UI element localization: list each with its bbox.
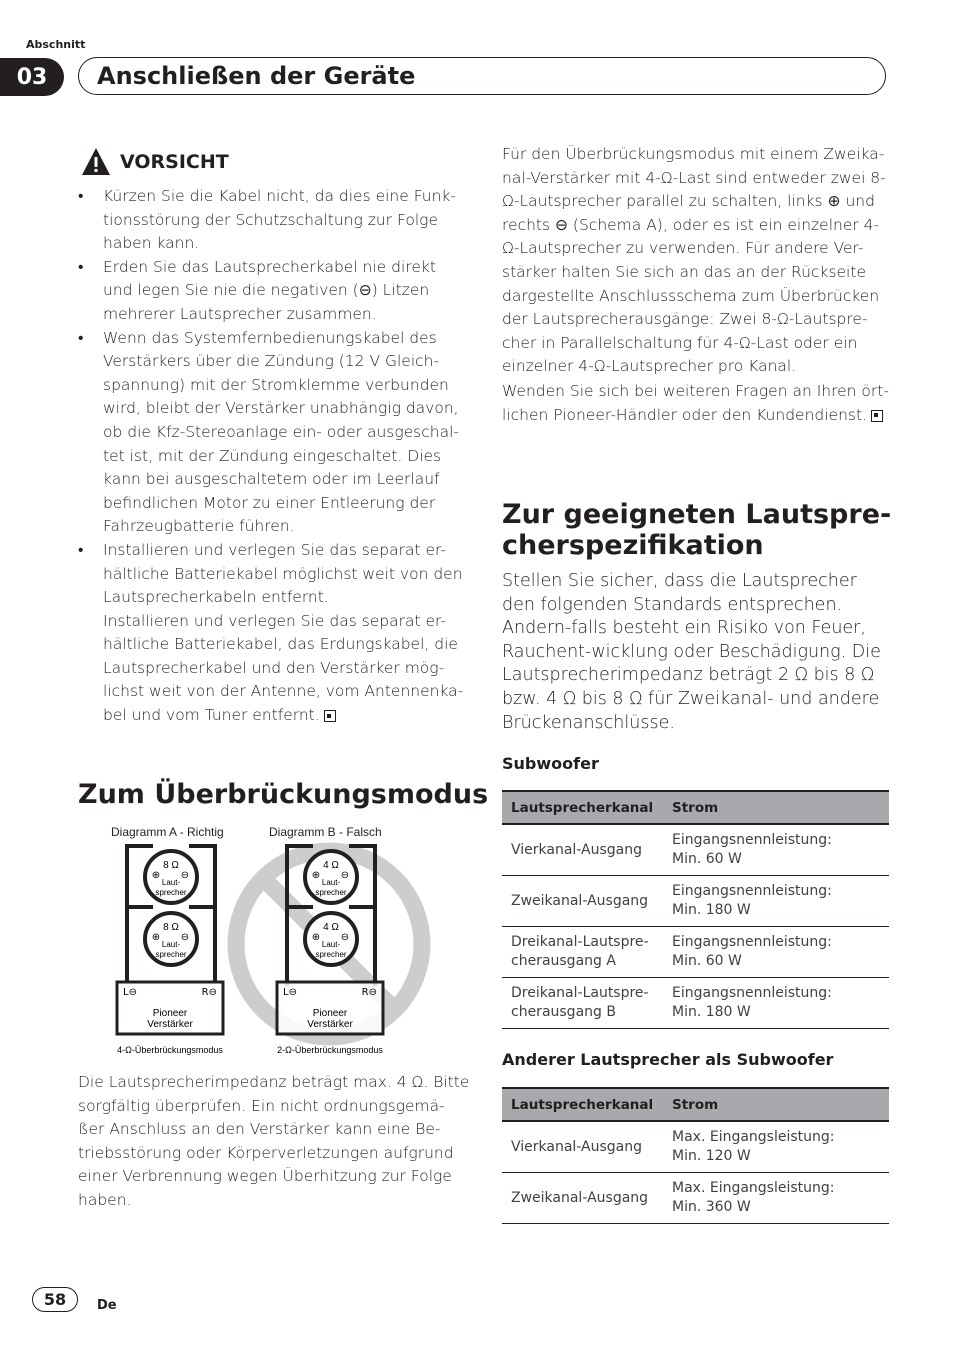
ohm-label: 4 Ω [323,860,339,871]
caution-heading: VORSICHT [120,151,229,173]
diagram-a-title: Diagramm A - Richtig [111,825,224,839]
power-line: Max. Eingangsleistung: [672,1129,835,1145]
speaker-label: Laut- [161,940,181,949]
end-mark-icon [871,410,883,422]
channel-cell: Zweikanal-Ausgang [502,1173,663,1224]
power-line: Min. 180 W [672,902,751,918]
table-row [502,978,889,1029]
table-row [502,876,889,927]
channel-cell: Zweikanal-Ausgang [502,876,663,927]
speaker-label: Laut- [321,940,341,949]
power-cell [663,1121,889,1173]
other-speaker-heading: Anderer Lautsprecher als Subwoofer [502,1050,834,1069]
other-speaker-table [502,1087,889,1224]
power-line: Eingangsnennleistung: [672,934,832,950]
power-line: Min. 60 W [672,953,742,969]
diagram-b-amplifier [277,982,383,1034]
ohm-label: 8 Ω [163,922,179,933]
minus-icon: ⊖ [340,870,350,881]
bridging-diagram [105,820,435,1060]
power-line: Eingangsnennleistung: [672,985,832,1001]
ohm-label: 8 Ω [163,860,179,871]
subwoofer-heading: Subwoofer [502,754,599,773]
amp-label: Verstärker [147,1019,193,1030]
amp-label: Pioneer [312,1008,348,1019]
spec-paragraph: Stellen Sie sicher, dass die Lautsprecher den folgenden Standards entsprechen. Andern-falls besteht ein Risiko von Feuer, Rauchent-wicklung oder Beschädigung. Die Lautsprecherimpedanz beträgt 2 Ω bis 8 Ω bzw. 4 Ω bis 8 Ω für Zweikanal- und andere Brückenanschlüsse. [502,571,881,733]
speaker-label: Laut- [161,878,181,887]
diagram-b-title: Diagramm B - Falsch [269,825,382,839]
speaker-label: Laut- [321,878,341,887]
power-cell [663,824,889,876]
diagram-b-speaker-2 [305,913,357,965]
contact-text: Wenden Sie sich bei weiteren Fragen an Ihren ört-lichen Pioneer-Händler oder den Kundendienst. [502,382,889,424]
power-line: Eingangsnennleistung: [672,883,832,899]
power-cell [663,927,889,978]
diagram-a-speaker-1 [145,851,197,903]
caution-item: • Installieren und verlegen Sie das separat er-hältliche Batteriekabel möglichst weit von den Lautsprecherkabeln entfernt. [78,539,470,610]
power-line: Eingangsnennleistung: [672,832,832,848]
speaker-label: sprecher [155,888,187,897]
amp-right-terminal: R⊖ [201,987,217,998]
caution-item: • Wenn das Systemfernbedienungskabel des Verstärkers über die Zündung (12 V Gleich-spannung) mit der Stromklemme verbunden wird, bleibt der Verstärker unabhängig davon, ob die Kfz-Stereoanlage ein- oder ausgeschal-tet ist, mit der Zündung eingeschaltet. Dies kann bei ausgeschaltetem oder im Leerlauf befindlichen Motor zu einer Entleerung der Fahrzeugbatterie führen. [78,327,470,539]
plus-icon: ⊕ [151,870,161,881]
chapter-title [78,57,886,95]
end-mark-icon [324,710,336,722]
power-line: Max. Eingangsleistung: [672,1180,835,1196]
spec-heading: Zur geeigneten Lautspre-cherspezifikation [502,499,892,561]
power-cell [663,1173,889,1224]
channel-cell: Dreikanal-Lautspre-cherausgang B [502,978,663,1029]
column-header-power: Strom [663,1088,889,1121]
bridging-intro-paragraph: Für den Überbrückungsmodus mit einem Zweika-nal-Verstärker mit 4-Ω-Last sind entweder zwei 8-Ω-Lautsprecher parallel zu schalten, links ⊕ und rechts ⊖ (Schema A), oder es ist ein einzelner 4-Ω-Lautsprecher zu verwenden. Für andere Ver-stärker halten Sie sich an das an der Rückseite dargestellte Anschlussschema zum Überbrücken der Lautsprecherausgänge: Zwei 8-Ω-Lautspre-cher in Parallelschaltung für 4-Ω-Last oder ein einzelner 4-Ω-Lautsprecher pro Kanal. [502,145,886,376]
subwoofer-table [502,790,889,1029]
amp-label: Verstärker [307,1019,353,1030]
power-line: Min. 360 W [672,1199,751,1215]
diagram-a-caption: 4-Ω-Überbrückungsmodus [117,1045,223,1055]
speaker-label: sprecher [315,950,347,959]
page-number: 58 [32,1287,78,1312]
column-header-power: Strom [663,791,889,824]
minus-icon: ⊖ [180,932,190,943]
warning-icon [80,146,112,178]
column-header-channel: Lautsprecherkanal [502,1088,663,1121]
amp-right-terminal: R⊖ [361,987,377,998]
channel-cell: Vierkanal-Ausgang [502,824,663,876]
ohm-label: 4 Ω [323,922,339,933]
amp-left-terminal: L⊖ [283,987,297,998]
caution-list [78,185,470,728]
table-header-row [502,1088,889,1121]
caution-item: • Erden Sie das Lautsprecherkabel nie direkt und legen Sie nie die negativen (⊖) Litzen mehrerer Lautsprecher zusammen. [78,256,470,327]
power-cell [663,876,889,927]
caution-item-continuation [78,610,470,728]
power-line: Min. 180 W [672,1004,751,1020]
table-row [502,927,889,978]
table-row [502,1121,889,1173]
amp-left-terminal: L⊖ [123,987,137,998]
power-cell [663,978,889,1029]
column-header-channel: Lautsprecherkanal [502,791,663,824]
channel-cell: Vierkanal-Ausgang [502,1121,663,1173]
speaker-label: sprecher [155,950,187,959]
diagram-a-amplifier [117,982,223,1034]
section-label: Abschnitt [26,38,86,51]
power-line: Min. 120 W [672,1148,751,1164]
diagram-b-speaker-1 [305,851,357,903]
table-row [502,1173,889,1224]
caution-header [80,146,229,178]
channel-cell: Dreikanal-Lautspre-cherausgang A [502,927,663,978]
caution-item: • Kürzen Sie die Kabel nicht, da dies eine Funk-tionsstörung der Schutzschaltung zur Folge haben kann. [78,185,470,256]
power-line: Min. 60 W [672,851,742,867]
language-code: De [97,1298,117,1313]
plus-icon: ⊕ [151,932,161,943]
bridging-paragraph: Die Lautsprecherimpedanz beträgt max. 4 Ω. Bitte sorgfältig überprüfen. Ein nicht ordnungsgemä-ßer Anschluss an den Verstärker kann eine Be-triebsstörung oder Körperverletzungen aufgrund einer Verbrennung wegen Überhitzung zur Folge haben. [78,1073,470,1209]
table-row [502,824,889,876]
plus-icon: ⊕ [311,870,321,881]
minus-icon: ⊖ [340,932,350,943]
bridging-heading: Zum Überbrückungsmodus [78,779,489,810]
chapter-title-text: Anschließen der Geräte [97,62,416,90]
contact-paragraph [502,380,894,427]
table-header-row [502,791,889,824]
plus-icon: ⊕ [311,932,321,943]
amp-label: Pioneer [152,1008,188,1019]
diagram-b-caption: 2-Ω-Überbrückungsmodus [277,1045,383,1055]
speaker-label: sprecher [315,888,347,897]
diagram-a-speaker-2 [145,913,197,965]
minus-icon: ⊖ [180,870,190,881]
caution-continuation-text: Installieren und verlegen Sie das separat er-hältliche Batteriekabel, das Erdungskabel, die Lautsprecherkabel und den Verstärker mög-lichst weit von der Antenne, vom Antennenka-bel und vom Tuner entfernt. [103,611,464,725]
section-number-badge: 03 [0,58,64,96]
